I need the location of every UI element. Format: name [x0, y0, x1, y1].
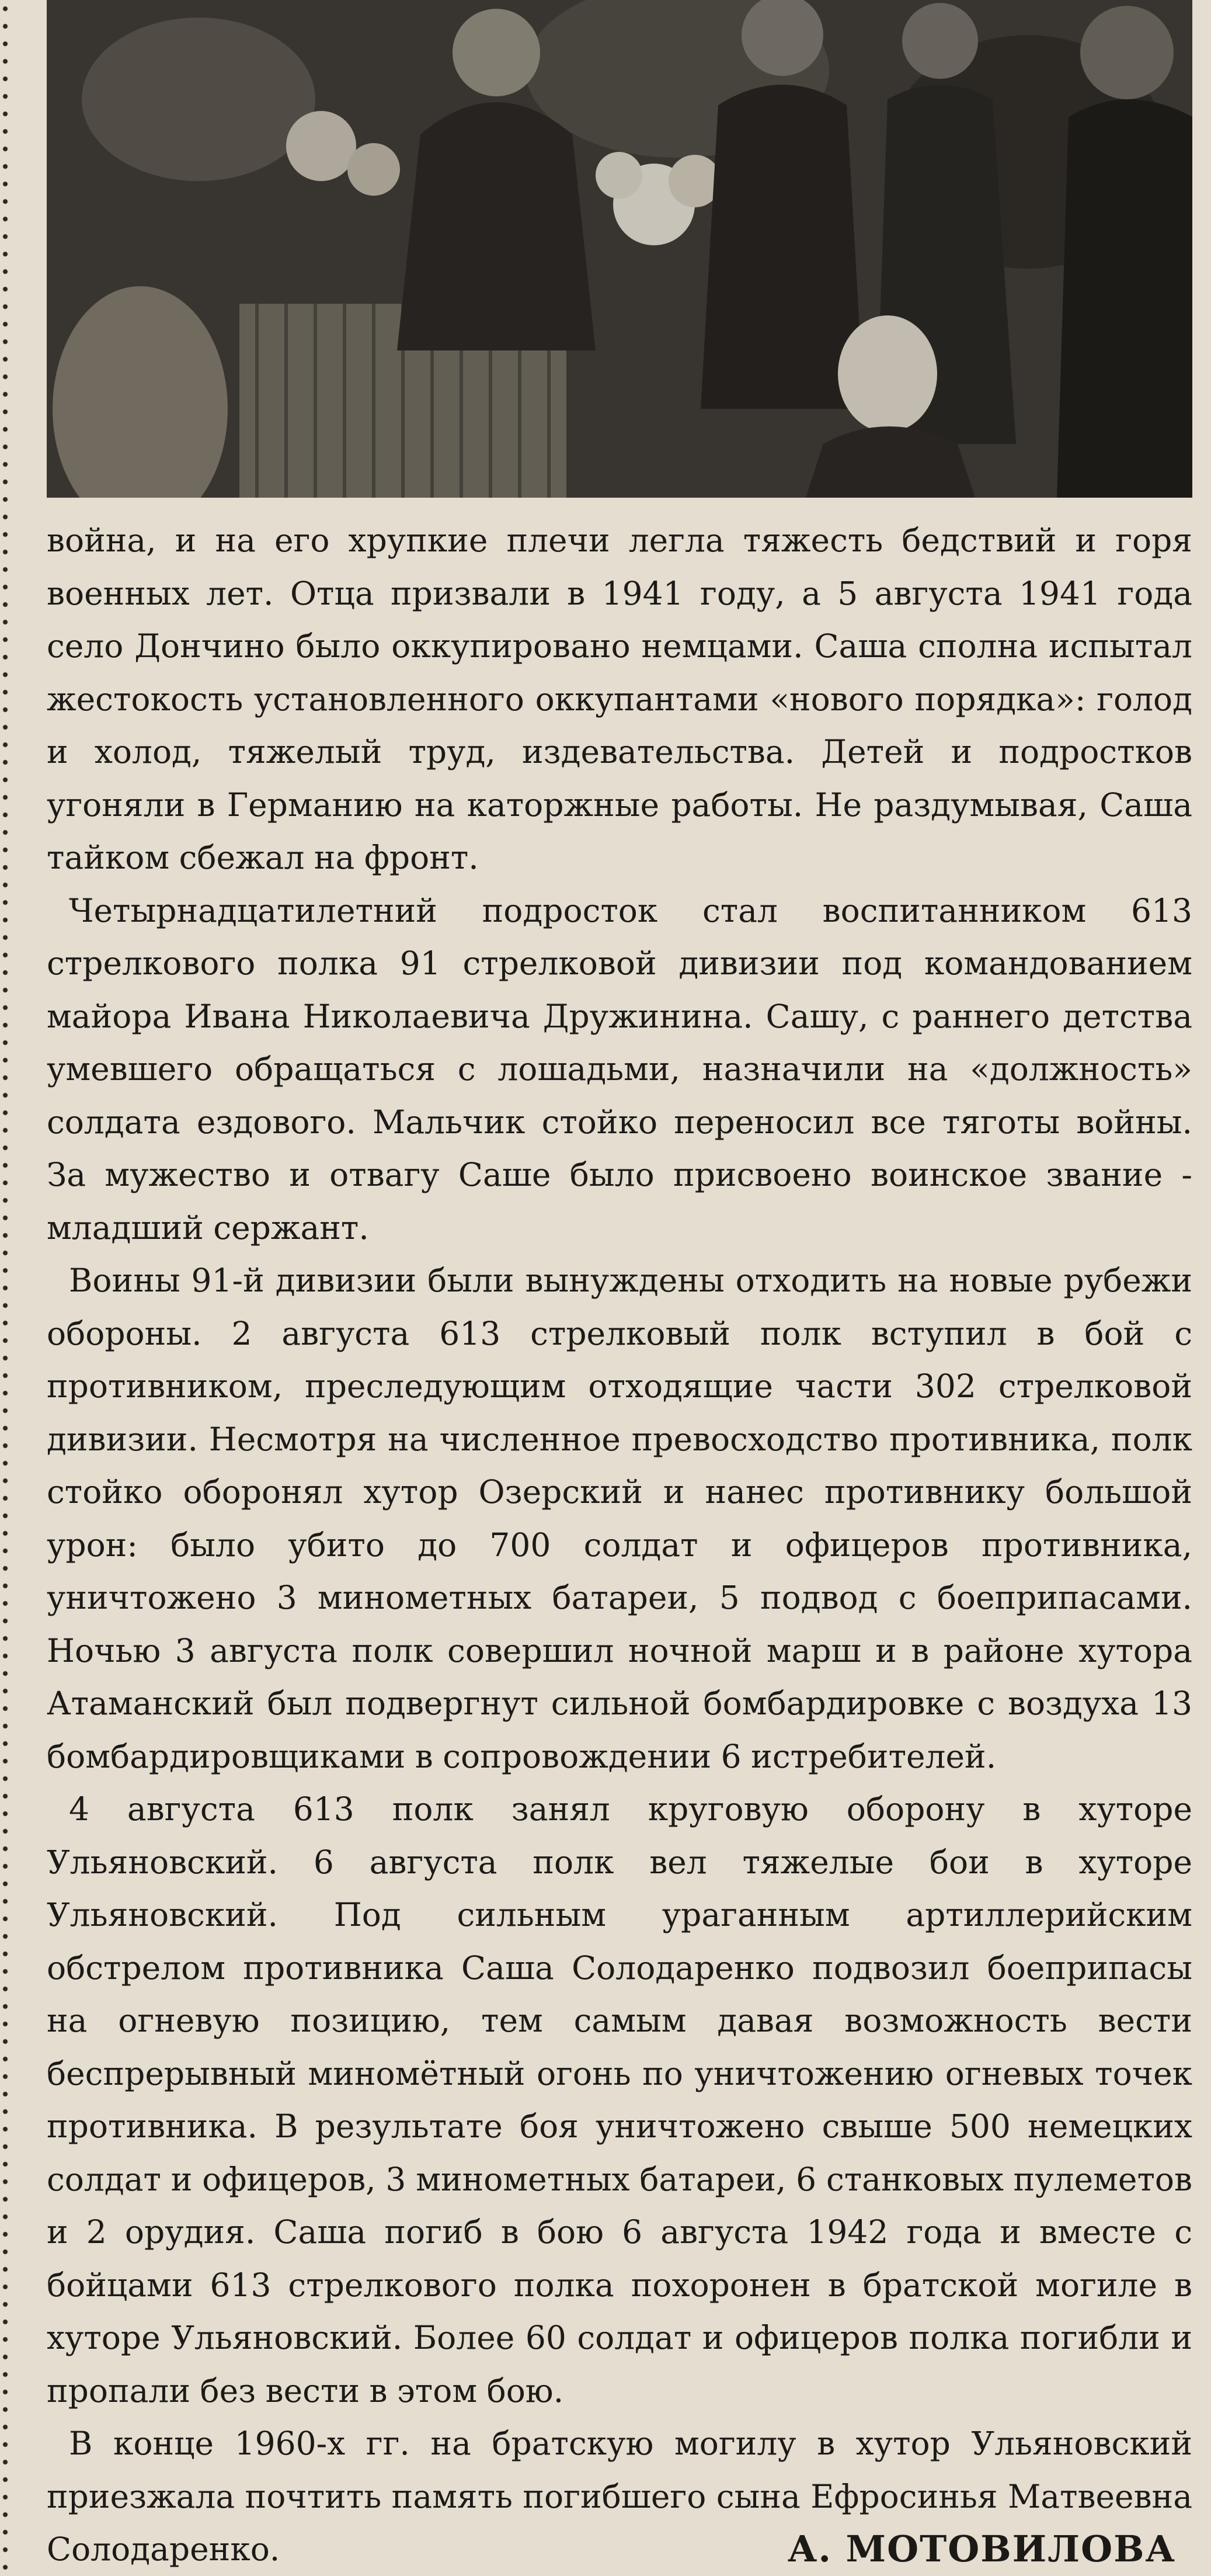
closing-block	[47, 2417, 1192, 2576]
article-paragraph-5: В конце 1960-х гг. на братскую могилу в хутор Ульяновский приезжала почтить память погибшего сына Ефросинья Матвеевна Солодаренко.	[47, 2425, 1192, 2568]
author-signature: А. МОТОВИЛОВА	[787, 2528, 1176, 2570]
photo-illustration	[47, 0, 1192, 498]
article-paragraph-2: Четырнадцатилетний подросток стал воспитанником 613 стрелкового полка 91 стрелковой дивизии под командованием майора Ивана Николаевича Дружинина. Сашу, с раннего детства умевшего обращаться с лошадьми, назначили на «должность» солдата ездового. Мальчик стойко переносил все тяготы войны. За мужество и отвагу Саше было присвоено воинское звание - младший сержант.	[47, 891, 1192, 1247]
article-paragraph-3: Воины 91-й дивизии были вынуждены отходить на новые рубежи обороны. 2 августа 613 стрелковый полк вступил в бой с противником, преследующим отходящие части 302 стрелковой дивизии. Несмотря на численное превосходство противника, полк стойко оборонял хутор Озерский и нанес противнику большой урон: было убито до 700 солдат и офицеров противника, уничтожено 3 минометных батареи, 5 подвод с боеприпасами. Ночью 3 августа полк совершил ночной марш и в районе хутора Атаманский был подвергнут сильной бомбардировке с воздуха 13 бомбардировщиками в сопровождении 6 истребителей.	[47, 1262, 1192, 1775]
article-paragraph-1: война, и на его хрупкие плечи легла тяжесть бедствий и горя военных лет. Отца призвали в 1941 году, а 5 августа 1941 года село Дончино было оккупировано немцами. Саша сполна испытал жестокость установленного оккупантами «нового порядка»: голод и холод, тяжелый труд, издевательства. Детей и подростков угоняли в Германию на каторжные работы. Не раздумывая, Саша тайком сбежал на фронт.	[47, 522, 1192, 876]
archival-photo	[47, 0, 1192, 498]
article-paragraph-4: 4 августа 613 полк занял круговую оборону в хуторе Ульяновский. 6 августа полк вел тяжелые бои в хуторе Ульяновский. Под сильным ураганным артиллерийским обстрелом противника Саша Солодаренко подвозил боеприпасы на огневую позицию, тем самым давая возможность вести беспрерывный минoмётный огонь по уничтожению огневых точек противника. В результате боя уничтожено свыше 500 немецких солдат и офицеров, 3 минометных батареи, 6 станковых пулеметов и 2 орудия. Саша погиб в бою 6 августа 1942 года и вместе с бойцами 613 стрелкового полка похоронен в братской могиле в хуторе Ульяновский. Более 60 солдат и офицеров полка погибли и пропали без вести в этом бою.	[47, 1790, 1192, 2410]
article-body	[47, 514, 1192, 2570]
column-divider	[1, 0, 9, 2574]
